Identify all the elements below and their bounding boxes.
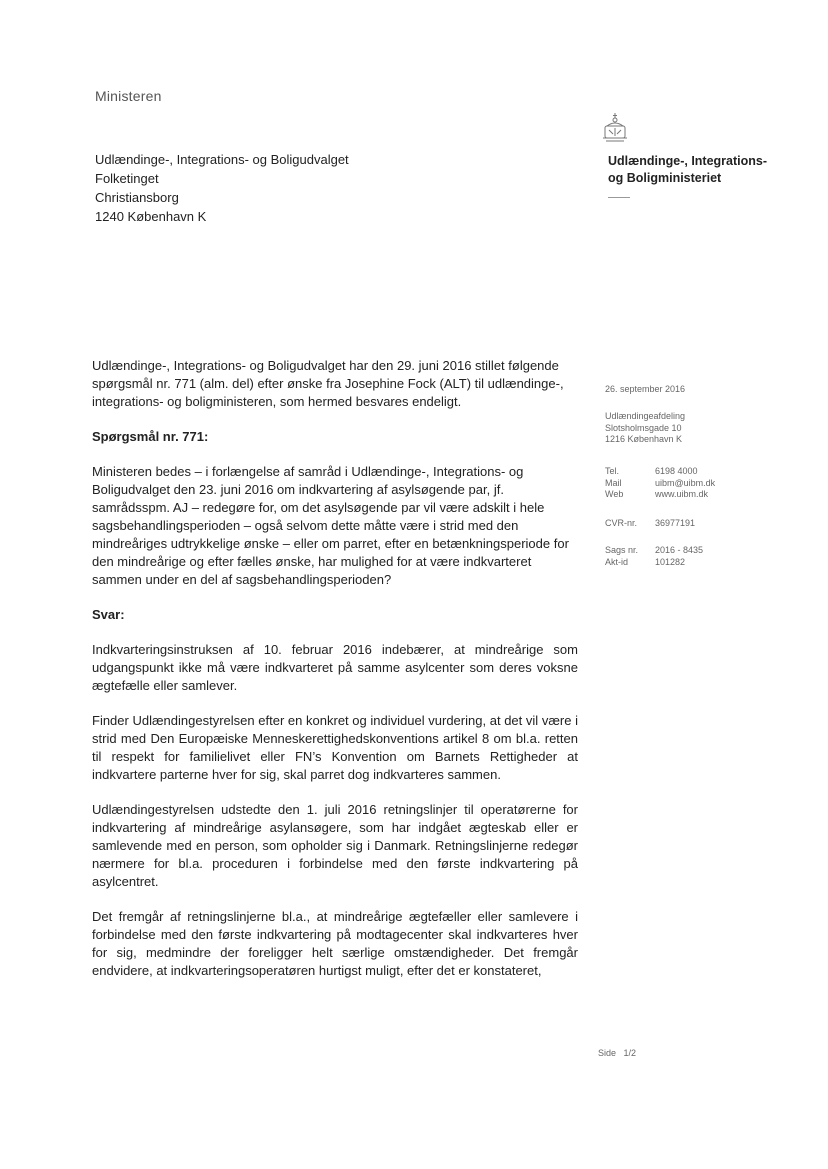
ministry-name-line: og Boligministeriet <box>608 171 722 185</box>
cvr-label: CVR-nr. <box>605 518 638 528</box>
ministry-name-line: Udlændinge-, Integrations- <box>608 154 768 168</box>
contact-label: Web <box>605 489 624 499</box>
page-value: 1/2 <box>623 1048 637 1058</box>
case-value: 2016 - 8435 <box>655 545 704 555</box>
recipient-line: 1240 København K <box>95 209 207 224</box>
letter-date: 26. september 2016 <box>605 384 686 394</box>
contact-info <box>605 466 715 501</box>
contact-row <box>605 466 715 478</box>
answer-heading: Svar: <box>92 607 125 622</box>
contact-value: 6198 4000 <box>655 466 698 476</box>
intro-paragraph: Udlændinge-, Integrations- og Boligudvalget har den 29. juni 2016 stillet følgende spørgsmål nr. 771 (alm. del) efter ønske fra Josephine Fock (ALT) til udlændinge-, integrations- og boligministeren, som hermed besvares endeligt. <box>92 358 564 409</box>
page-label: Side <box>598 1048 617 1058</box>
department-line: Slotsholmsgade 10 <box>605 422 682 433</box>
answer-paragraph: Indkvarteringsinstruksen af 10. februar 2016 indebærer, at mindreårige som udgangspunkt ikke må være indkvarteret på samme asylcenter som deres voksne ægtefælle eller samlever. <box>92 642 578 693</box>
recipient-line: Folketinget <box>95 171 159 186</box>
cvr-value: 36977191 <box>655 518 696 528</box>
crown-crest-icon <box>600 112 630 144</box>
question-heading: Spørgsmål nr. 771: <box>92 429 209 444</box>
case-row <box>605 557 703 569</box>
contact-label: Tel. <box>605 466 620 476</box>
department-line: 1216 København K <box>605 434 683 444</box>
contact-value: www.uibm.dk <box>655 489 709 499</box>
department-line: Udlændingeafdeling <box>605 411 686 421</box>
contact-row <box>605 489 715 501</box>
cvr-row <box>605 518 695 530</box>
answer-paragraph: Finder Udlændingestyrelsen efter en konkret og individuel vurdering, at det vil være i strid med Den Europæiske Menneskerettighedskonventions artikel 8 om bl.a. retten til respekt for familielivet eller FN’s Konvention om Barnets Rettigheder at indkvartere parterne hver for sig, skal parret dog indkvarteres sammen. <box>92 713 578 782</box>
contact-label: Mail <box>605 477 622 488</box>
case-value: 101282 <box>655 556 686 567</box>
divider <box>608 197 630 198</box>
page-number <box>598 1048 636 1058</box>
case-row <box>605 545 703 557</box>
sender-heading: Ministeren <box>95 88 162 104</box>
case-label: Sags nr. <box>605 545 639 555</box>
contact-value: uibm@uibm.dk <box>655 477 716 488</box>
answer-paragraph: Udlændingestyrelsen udstedte den 1. juli 2016 retningslinjer til operatørerne for indkvartering af mindreårige asylansøgere, som har indgået ægteskab eller er samlevende med en person, som opholder sig i Danmark. Retningslinjerne redegør nærmere for bl.a. proceduren i forbindelse med den første indkvartering på asylcentret. <box>92 802 578 889</box>
letter-body <box>92 357 578 980</box>
question-text: Ministeren bedes – i forlængelse af samråd i Udlændinge-, Integrations- og Boligudvalget den 23. juni 2016 om indkvartering af asylsøgende par, jf. samrådsspm. AJ – redegøre for, om det asylsøgende par vil være adskilt i hele sagsbehandlingsperioden – også selvom dette måtte være i strid med den mindreåriges udtrykkelige ønske – eller om parret, efter en betænkningsperiode for den mindreårige og efter fælles ønske, har mulighed for at være indkvarteret sammen under en del af sagsbehandlingsperioden? <box>92 464 569 587</box>
cvr-info <box>605 518 695 530</box>
recipient-line: Udlændinge-, Integrations- og Boligudvalget <box>95 152 349 167</box>
recipient-line: Christiansborg <box>95 190 179 205</box>
case-info <box>605 545 703 568</box>
case-label: Akt-id <box>605 556 629 567</box>
recipient-address <box>95 150 349 226</box>
ministry-name <box>608 153 767 187</box>
contact-row <box>605 478 715 490</box>
answer-paragraph: Det fremgår af retningslinjerne bl.a., at mindreårige ægtefæller eller samlevere i forbindelse med den første indkvartering på modtagecenter skal indkvarteres hver for sig, medmindre der foreligger helt særlige omstændigheder. Det fremgår endvidere, at indkvarteringsoperatøren hurtigst muligt, efter det er konstateret, <box>92 909 578 978</box>
department-address <box>605 411 685 446</box>
